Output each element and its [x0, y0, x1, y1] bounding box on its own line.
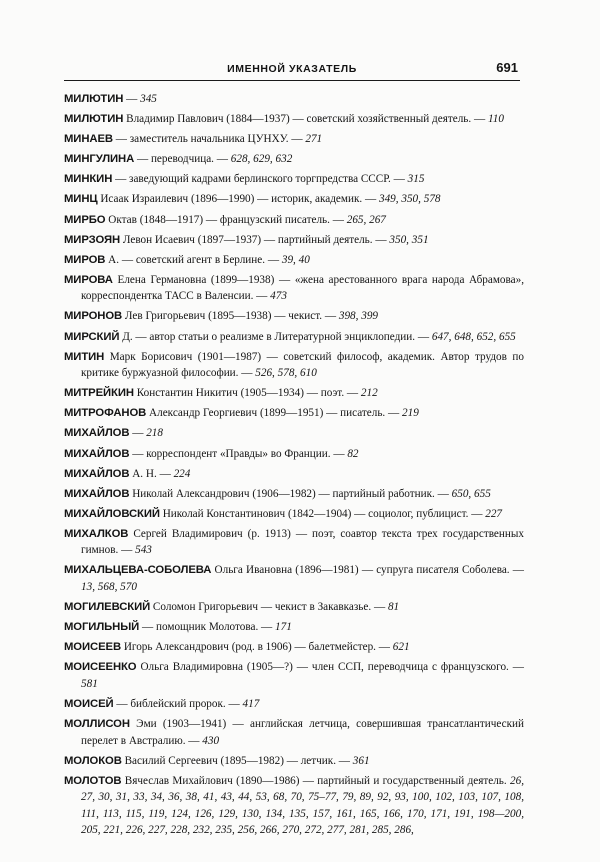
entry-page-refs: 82 — [347, 447, 359, 460]
index-entry — [64, 753, 524, 770]
entry-headword: МОГИЛЕВСКИЙ — [64, 601, 151, 614]
entry-description: Сергей Владимирович (р. 1913) — поэт, соавтор текста трех государственных гимнов. — — [81, 527, 524, 557]
running-title: ИМЕННОЙ УКАЗАТЕЛЬ — [227, 63, 357, 75]
entry-description: Левон Исаевич (1897—1937) — партийный деятель. — — [120, 233, 390, 246]
index-entry — [64, 131, 524, 148]
entry-page-refs: 171 — [275, 621, 292, 634]
entry-headword: МИХАЛЬЦЕВА-СОБОЛЕВА — [64, 564, 212, 577]
entry-page-refs: 473 — [270, 290, 287, 303]
entry-headword: МИНЦ — [64, 193, 98, 206]
entry-description: Николай Александрович (1906—1982) — партийный работник. — — [129, 487, 452, 500]
entry-description: Владимир Павлович (1884—1937) — советский хозяйственный деятель. — — [123, 113, 488, 126]
index-entry — [64, 659, 524, 692]
entry-headword: МИТРЕЙКИН — [64, 387, 134, 400]
index-entry — [64, 191, 524, 208]
entry-headword: МИХАЙЛОВ — [64, 487, 130, 500]
entry-description: Игорь Александрович (род. в 1906) — балетмейстер. — — [121, 641, 393, 654]
index-entry — [64, 486, 524, 503]
index-entry — [64, 212, 524, 229]
entry-headword: МИРОНОВ — [64, 310, 123, 323]
entry-page-refs: 647, 648, 652, 655 — [431, 330, 516, 343]
entry-headword: МОГИЛЬНЫЙ — [64, 621, 140, 634]
index-entry — [64, 385, 524, 402]
entry-headword: МИЛЮТИН — [64, 93, 124, 105]
entry-description: Исаак Израилевич (1896—1990) — историк, академик. — — [97, 193, 379, 206]
entry-headword: МИТРОФАНОВ — [64, 407, 147, 420]
header-rule — [64, 80, 520, 81]
entry-description: Вячеслав Михайлович (1890—1986) — партийный и государственный деятель. — [121, 774, 511, 787]
entry-page-refs: 345 — [140, 93, 157, 105]
index-entry — [64, 773, 524, 839]
entry-description: Николай Константинович (1842—1904) — социолог, публицист. — — [159, 507, 486, 520]
entry-description: Соломон Григорьевич — чекист в Закавказье. — — [150, 601, 388, 614]
entry-page-refs: 219 — [402, 407, 419, 420]
entry-description: — заместитель начальника ЦУНХУ. — — [112, 133, 306, 146]
entry-description: Александр Георгиевич (1899—1951) — писатель. — — [146, 407, 402, 420]
index-entry — [64, 171, 524, 188]
index-entry — [64, 599, 524, 616]
index-entry — [64, 272, 524, 305]
entry-page-refs: 650, 655 — [451, 487, 491, 500]
entry-page-refs: 271 — [305, 133, 323, 146]
entry-page-refs: 212 — [360, 387, 378, 400]
entry-page-refs: 628, 629, 632 — [230, 153, 293, 166]
entry-headword: МИХАЙЛОВ — [64, 447, 130, 460]
index-entry — [64, 232, 524, 249]
index-entry — [64, 716, 524, 749]
entry-headword: МОИСЕЕНКО — [64, 661, 137, 674]
entry-headword: МОИСЕЕВ — [64, 641, 122, 654]
entry-page-refs: 350, 351 — [389, 233, 429, 246]
entry-headword: МИТИН — [64, 350, 105, 363]
entry-headword: МИХАЙЛОВСКИЙ — [64, 507, 160, 520]
index-entries — [64, 91, 524, 842]
entry-headword: МОЛОКОВ — [64, 754, 122, 767]
entry-headword: МИХАЛКОВ — [64, 527, 129, 540]
entry-description: — корреспондент «Правды» во Франции. — — [129, 447, 348, 460]
entry-description: Лев Григорьевич (1895—1938) — чекист. — — [122, 310, 339, 323]
index-entry — [64, 405, 524, 422]
entry-page-refs: 621 — [392, 641, 410, 654]
index-entry — [64, 425, 524, 442]
entry-page-refs: 110 — [487, 113, 504, 126]
entry-page-refs: 218 — [146, 427, 163, 440]
entry-page-refs: 13, 568, 570 — [81, 580, 137, 593]
index-entry — [64, 349, 524, 382]
index-entry — [64, 329, 524, 346]
index-entry — [64, 151, 524, 168]
entry-description: Октав (1848—1917) — французский писатель. — — [105, 213, 347, 226]
index-entry — [64, 619, 524, 636]
entry-page-refs: 265, 267 — [346, 213, 386, 226]
index-entry — [64, 111, 524, 128]
entry-description: — переводчица. — — [134, 153, 231, 166]
entry-description: Ольга Владимировна (1905—?) — член ССП, переводчица с французского. — — [136, 661, 524, 674]
entry-description: Елена Германовна (1899—1938) — «жена арестованного врага народа Абрамова», корреспондентка ТАСС в Валенсии. — — [81, 273, 524, 303]
entry-headword: МИРОВ — [64, 253, 106, 266]
entry-page-refs: 526, 578, 610 — [255, 367, 317, 380]
entry-page-refs: 398, 399 — [338, 310, 378, 323]
entry-headword: МИХАЙЛОВ — [64, 427, 130, 440]
entry-headword: МИРОВА — [64, 273, 113, 286]
page-number: 691 — [496, 60, 518, 75]
entry-page-refs: 227 — [485, 507, 502, 520]
entry-description: Марк Борисович (1901—1987) — советский философ, академик. Автор трудов по критике буржуазной философии. — — [81, 350, 524, 380]
index-entry — [64, 696, 524, 713]
entry-headword: МОЛОТОВ — [64, 774, 122, 787]
entry-headword: МОИСЕЙ — [64, 697, 114, 710]
entry-page-refs: 39, 40 — [281, 253, 310, 266]
entry-page-refs: 349, 350, 578 — [378, 193, 441, 206]
index-entry — [64, 252, 524, 269]
index-entry — [64, 446, 524, 463]
index-entry — [64, 308, 524, 325]
entry-page-refs: 361 — [352, 754, 370, 767]
entry-headword: МИРЗОЯН — [64, 233, 121, 246]
entry-description: — библейский пророк. — — [113, 697, 243, 710]
entry-description: Эми (1903—1941) — английская летчица, совершившая трансатлантический перелет в Австралию. — — [81, 718, 524, 747]
entry-description: — помощник Молотова. — — [139, 621, 276, 634]
entry-description: — заведующий кадрами берлинского торгпредства СССР. — — [112, 173, 408, 186]
entry-page-refs: 543 — [135, 544, 152, 557]
entry-description: Константин Никитич (1905—1934) — поэт. — — [133, 387, 361, 400]
entry-headword: МОЛЛИСОН — [64, 718, 130, 731]
entry-headword: МИРСКИЙ — [64, 330, 120, 343]
entry-page-refs: 430 — [202, 734, 220, 747]
index-entry — [64, 639, 524, 656]
entry-headword: МИНАЕВ — [64, 133, 113, 146]
entry-page-refs: 315 — [407, 173, 425, 186]
entry-page-refs: 224 — [173, 467, 191, 480]
entry-description: А. Н. — — [129, 467, 174, 480]
entry-headword: МИНКИН — [64, 173, 113, 186]
entry-headword: МИХАЙЛОВ — [64, 467, 130, 480]
running-head — [64, 59, 520, 79]
entry-page-refs: 26, 27, 30, 31, 33, 34, 36, 38, 41, 43, 44, 53, 68, 70, 75–77, 79, 89, 92, 93, 100, 102, 103, 107, 108, 111, 113, 115, 119, 124, 126, 129, 130, 134, 135, 157, 161, 165, 166, 170, 171, 191, 198—200, 205, 221, 226, 227, 228, 232, 235, 256, 266, 270, 272, 277, 281, 285, 286, — [81, 774, 524, 837]
index-entry — [64, 506, 524, 523]
entry-description: Ольга Ивановна (1896—1981) — супруга писателя Соболева. — — [211, 564, 524, 577]
entry-page-refs: 581 — [81, 677, 98, 690]
entry-description: — — [129, 427, 147, 440]
index-entry — [64, 562, 524, 595]
index-entry — [64, 91, 524, 108]
entry-description: — — [123, 93, 141, 105]
entry-description: Д. — автор статьи о реализме в Литературной энциклопедии. — — [119, 330, 432, 343]
entry-description: Василий Сергеевич (1895—1982) — летчик. — — [121, 754, 353, 767]
index-entry — [64, 466, 524, 483]
entry-page-refs: 417 — [242, 697, 260, 710]
index-entry — [64, 526, 524, 559]
entry-description: А. — советский агент в Берлине. — — [105, 253, 282, 266]
entry-headword: МИНГУЛИНА — [64, 153, 135, 166]
entry-headword: МИРБО — [64, 213, 106, 226]
entry-headword: МИЛЮТИН — [64, 113, 124, 126]
entry-page-refs: 81 — [387, 601, 400, 614]
